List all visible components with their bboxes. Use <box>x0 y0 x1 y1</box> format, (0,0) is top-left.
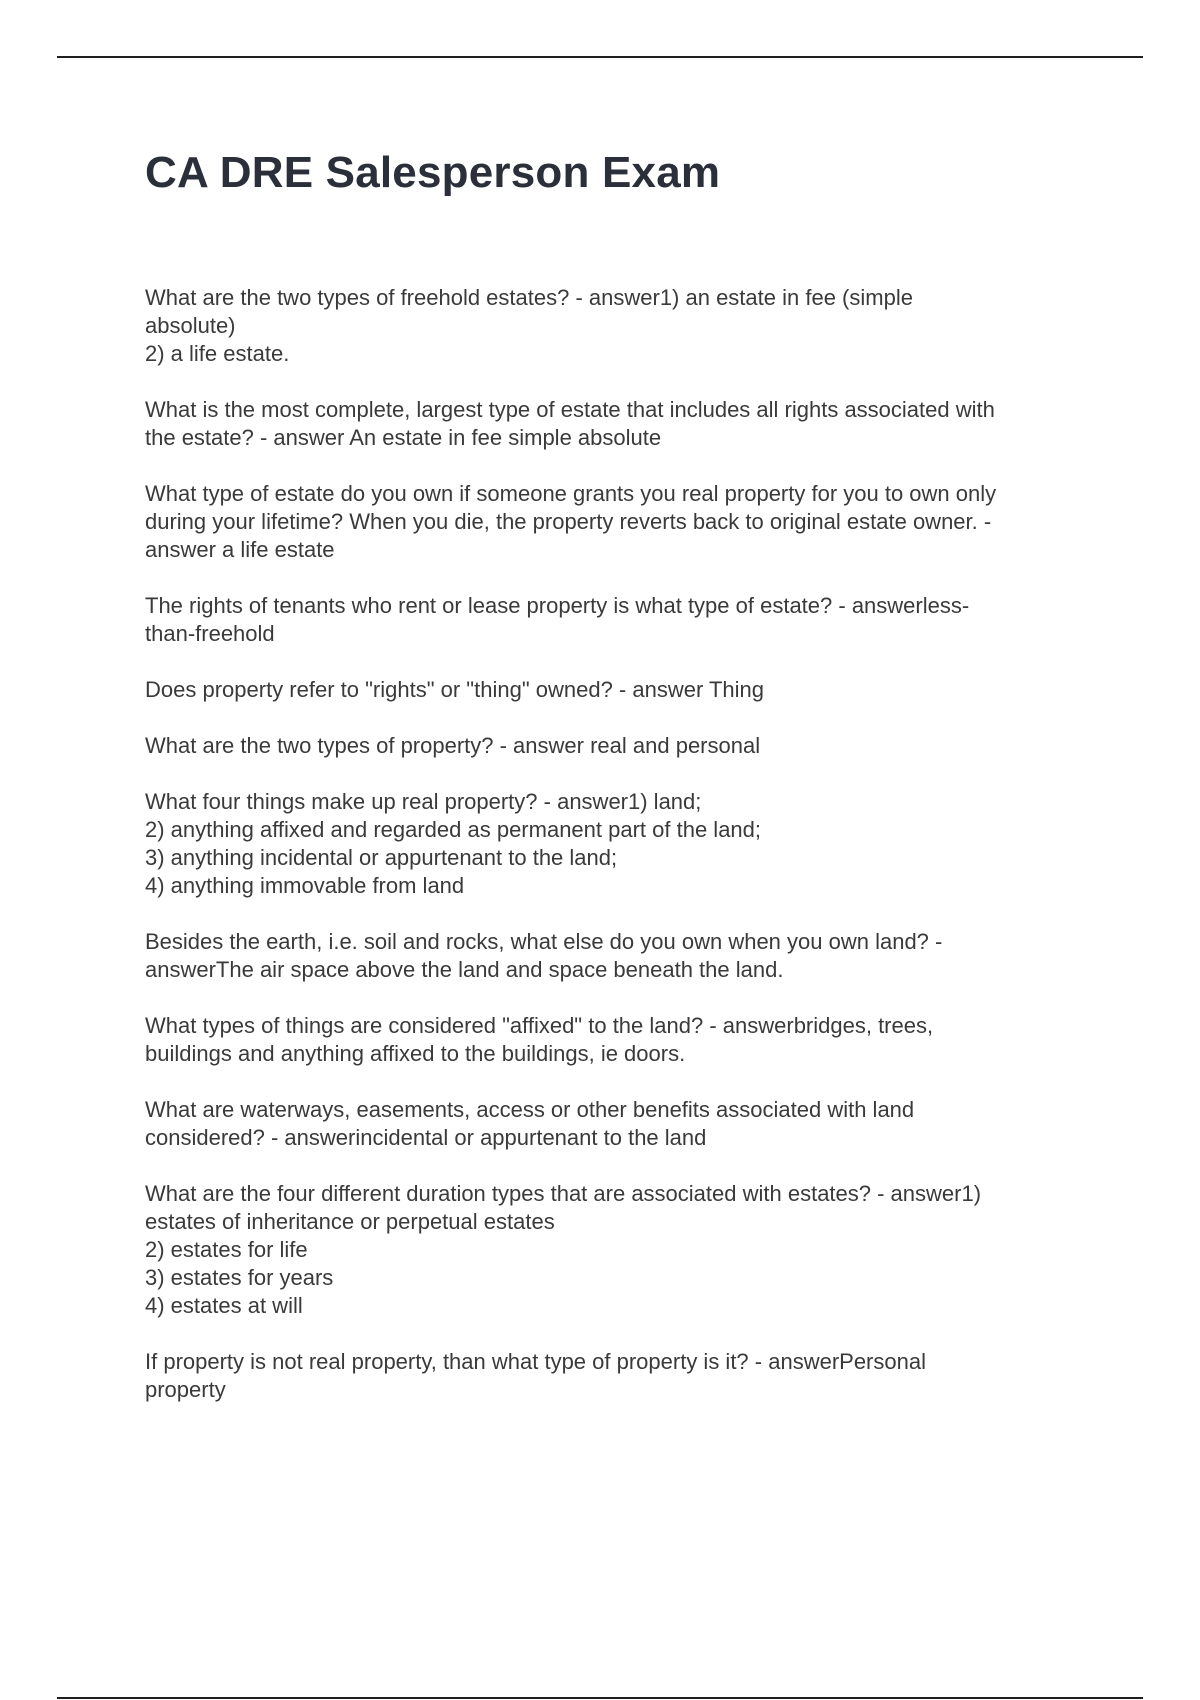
qa-line: during your lifetime? When you die, the property reverts back to original estate owner. - <box>145 509 992 534</box>
qa-item <box>145 676 1090 704</box>
qa-item <box>145 480 1090 564</box>
qa-line: 3) anything incidental or appurtenant to the land; <box>145 845 618 870</box>
qa-item <box>145 396 1090 452</box>
qa-item <box>145 1096 1090 1152</box>
qa-line: Besides the earth, i.e. soil and rocks, what else do you own when you own land? - <box>145 929 943 954</box>
qa-item <box>145 1180 1090 1320</box>
page-title: CA DRE Salesperson Exam <box>145 148 721 197</box>
qa-line: 2) anything affixed and regarded as permanent part of the land; <box>145 817 762 842</box>
qa-item <box>145 592 1090 648</box>
qa-line: If property is not real property, than what type of property is it? - answerPersonal <box>145 1349 926 1374</box>
qa-list <box>145 284 1090 1432</box>
qa-line: 4) anything immovable from land <box>145 873 465 898</box>
qa-line: property <box>145 1377 226 1402</box>
qa-line: What are the two types of property? - answer real and personal <box>145 733 761 758</box>
qa-line: 3) estates for years <box>145 1265 334 1290</box>
qa-line: considered? - answerincidental or appurtenant to the land <box>145 1125 707 1150</box>
qa-line: 2) estates for life <box>145 1237 308 1262</box>
top-divider <box>57 56 1143 58</box>
qa-item <box>145 928 1090 984</box>
qa-line: 4) estates at will <box>145 1293 303 1318</box>
qa-line: What types of things are considered "affixed" to the land? - answerbridges, trees, <box>145 1013 934 1038</box>
qa-item <box>145 284 1090 368</box>
qa-line: than-freehold <box>145 621 275 646</box>
qa-line: the estate? - answer An estate in fee simple absolute <box>145 425 662 450</box>
qa-line: The rights of tenants who rent or lease property is what type of estate? - answerless- <box>145 593 970 618</box>
qa-line: 2) a life estate. <box>145 341 290 366</box>
qa-line: estates of inheritance or perpetual estates <box>145 1209 555 1234</box>
qa-line: What are waterways, easements, access or other benefits associated with land <box>145 1097 915 1122</box>
qa-item <box>145 788 1090 900</box>
qa-line: answer a life estate <box>145 537 335 562</box>
qa-line: What are the four different duration types that are associated with estates? - answer1) <box>145 1181 982 1206</box>
qa-line: What four things make up real property? - answer1) land; <box>145 789 702 814</box>
qa-line: What are the two types of freehold estates? - answer1) an estate in fee (simple <box>145 285 913 310</box>
qa-line: absolute) <box>145 313 236 338</box>
qa-item <box>145 1348 1090 1404</box>
qa-line: What is the most complete, largest type of estate that includes all rights associated with <box>145 397 995 422</box>
qa-item <box>145 1012 1090 1068</box>
qa-line: buildings and anything affixed to the buildings, ie doors. <box>145 1041 686 1066</box>
qa-line: What type of estate do you own if someone grants you real property for you to own only <box>145 481 997 506</box>
qa-item <box>145 732 1090 760</box>
qa-line: answerThe air space above the land and space beneath the land. <box>145 957 784 982</box>
qa-line: Does property refer to "rights" or "thing" owned? - answer Thing <box>145 677 765 702</box>
bottom-divider <box>57 1697 1143 1699</box>
